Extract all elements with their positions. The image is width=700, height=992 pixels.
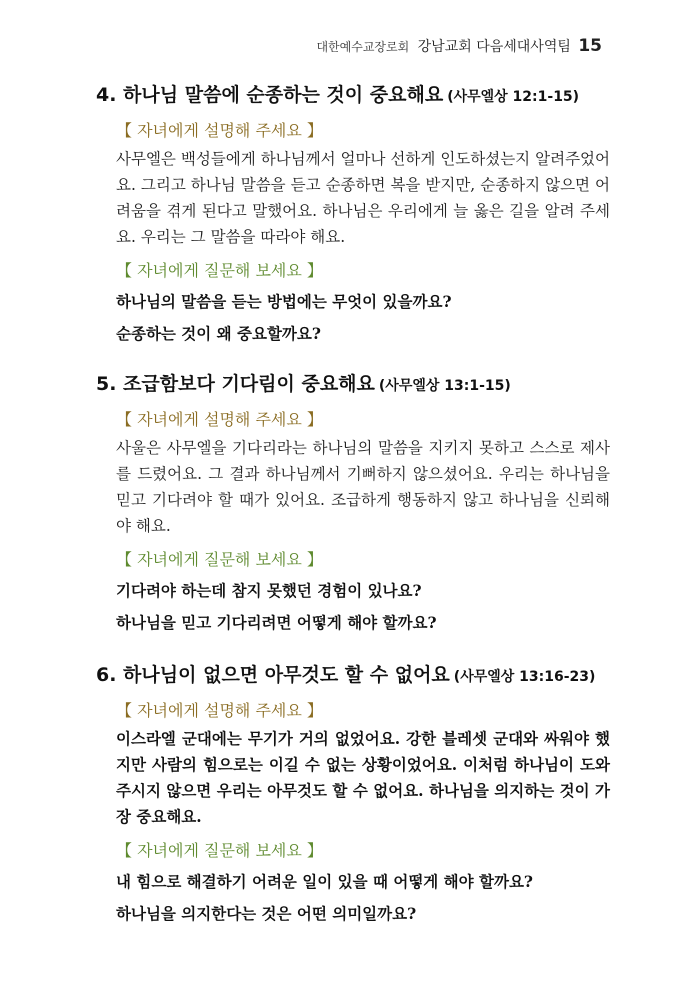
question-label: 【 자녀에게 질문해 보세요 】	[116, 261, 323, 280]
section-title-text: 6. 하나님이 없으면 아무것도 할 수 없어요	[96, 664, 450, 686]
question-1: 내 힘으로 해결하기 어려운 일이 있을 때 어떻게 해야 할까요?	[116, 872, 534, 891]
explain-label: 【 자녀에게 설명해 주세요 】	[116, 121, 323, 140]
page-header	[316, 36, 602, 56]
section-4	[96, 82, 610, 350]
section-title	[96, 371, 610, 399]
explain-text: 사무엘은 백성들에게 하나님께서 얼마나 선하게 인도하셨는지 알려주었어요. 그리고 하나님 말씀을 듣고 순종하면 복을 받지만, 순종하지 않으면 어려움을 겪게 된다고 말했어요. 하나님은 우리에게 늘 옳은 길을 알려 주세요. 우리는 그 말씀을 따라야 해요.	[116, 150, 610, 246]
question-label: 【 자녀에게 질문해 보세요 】	[116, 550, 323, 569]
scripture-ref: (사무엘상 12:1-15)	[447, 89, 580, 105]
page-number: 15	[578, 36, 602, 56]
section-title-text: 4. 하나님 말씀에 순종하는 것이 중요해요	[96, 84, 444, 106]
section-title	[96, 662, 610, 690]
section-title	[96, 82, 610, 110]
question-2: 하나님을 믿고 기다리려면 어떻게 해야 할까요?	[116, 613, 437, 632]
question-2: 순종하는 것이 왜 중요할까요?	[116, 324, 321, 343]
header-church: 강남교회 다음세대사역팀	[417, 39, 571, 55]
scripture-ref: (사무엘상 13:16-23)	[453, 669, 596, 685]
scripture-ref: (사무엘상 13:1-15)	[378, 378, 511, 394]
question-1: 하나님의 말씀을 듣는 방법에는 무엇이 있을까요?	[116, 292, 452, 311]
question-label: 【 자녀에게 질문해 보세요 】	[116, 841, 323, 860]
explain-label: 【 자녀에게 설명해 주세요 】	[116, 701, 323, 720]
question-1: 기다려야 하는데 참지 못했던 경험이 있나요?	[116, 581, 422, 600]
section-5	[96, 371, 610, 639]
section-title-text: 5. 조급함보다 기다림이 중요해요	[96, 373, 375, 395]
question-2: 하나님을 의지한다는 것은 어떤 의미일까요?	[116, 904, 417, 923]
explain-label: 【 자녀에게 설명해 주세요 】	[116, 410, 323, 429]
header-org: 대한예수교장로회	[316, 40, 410, 54]
explain-text: 사울은 사무엘을 기다리라는 하나님의 말씀을 지키지 못하고 스스로 제사를 드렸어요. 그 결과 하나님께서 기뻐하지 않으셨어요. 우리는 하나님을 믿고 기다려야 할 때가 있어요. 조급하게 행동하지 않고 하나님을 신뢰해야 해요.	[116, 439, 610, 535]
section-6	[96, 662, 610, 930]
explain-text: 이스라엘 군대에는 무기가 거의 없었어요. 강한 블레셋 군대와 싸워야 했지만 사람의 힘으로는 이길 수 없는 상황이었어요. 이처럼 하나님이 도와주시지 않으면 우리는 아무것도 할 수 없어요. 하나님을 의지하는 것이 가장 중요해요.	[116, 729, 610, 826]
